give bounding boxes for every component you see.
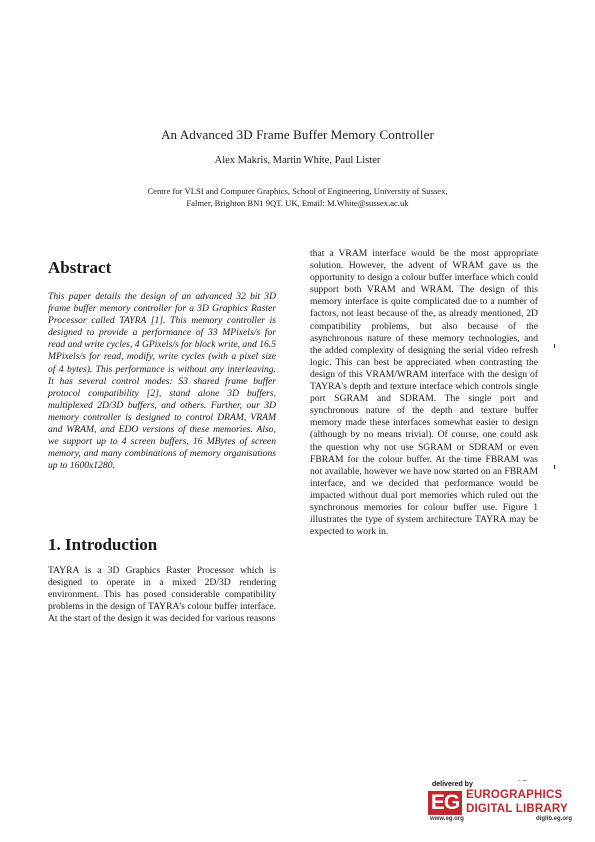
abstract-heading: Abstract xyxy=(48,258,112,277)
margin-mark xyxy=(554,344,555,348)
affiliation-line-1: Centre for VLSI and Computer Graphics, School of Engineering, University of Sussex, xyxy=(147,186,448,196)
abstract-paragraph: This paper details the design of an advanced 32 bit 3D frame buffer memory controller for a 3D Graphics Raster Processor called TAYRA [1]. This memory controller is designed to provide a performance of 33 MPixels/s for read and write cycles, 4 GPixels/s for block write, and 16.5 MPixels/s for read, modify, write cycles (with a pixel size of 4 bytes). This performance is without any interleaving. It has several control modes: S3 shared frame buffer protocol compatibility [2], stand alone 3D buffers, multiplexed 2D/3D buffers, and others. Further, our 3D memory controller is designed to control DRAM, VRAM and WRAM, and EDO versions of these memories. Also, we support up to 4 screen buffers, 16 MBytes of screen memory, and many combinations of memory organisations up to 1600x1280. xyxy=(48,291,276,472)
logo-delivered-by: delivered by xyxy=(432,781,473,788)
introduction-body-left xyxy=(48,565,276,625)
paper-title: An Advanced 3D Frame Buffer Memory Controller xyxy=(161,127,434,142)
eurographics-logo[interactable] xyxy=(428,781,576,825)
abstract-body xyxy=(48,291,276,472)
margin-mark xyxy=(554,465,555,469)
introduction-body-right xyxy=(310,248,538,538)
logo-url-left[interactable]: www.eg.org xyxy=(430,816,464,822)
logo-name-line-2: DIGITAL LIBRARY xyxy=(466,803,568,815)
paper-affiliation xyxy=(0,185,595,209)
eg-mark-icon: EG xyxy=(428,791,462,815)
introduction-paragraph-right: that a VRAM interface would be the most appropriate solution. However, the advent of WRAM gave us the opportunity to design a colour buffer interface which could support both VRAM and WRAM. The design of this memory interface is quite complicated due to a number of factors, not least because of the, as already mentioned, 2D compatibility problems, but also because of the asynchronous nature of these memory technologies, and the added complexity of designing the serial video refresh logic. This can best be appreciated when contrasting the design of this VRAM/WRAM interface with the design of TAYRA's depth and texture interface which controls single port SGRAM and SDRAM. The single port and synchronous nature of the depth and texture buffer memory made these interfaces somewhat easier to design (although by no means trivial). Of course, one could ask the question why not use SGRAM or SDRAM or even FBRAM for the colour buffer. At the time FBRAM was not available, however we have now started on an FBRAM interface, and we decided that performance would be impacted without dual port memories which ruled out the synchronous memories for colour buffer use. Figure 1 illustrates the type of system architecture TAYRA may be expected to work in. xyxy=(310,248,538,538)
logo-url-right[interactable]: diglib.eg.org xyxy=(536,816,572,822)
logo-name-line-1: EUROGRAPHICS xyxy=(466,789,563,801)
paper-authors: Alex Makris, Martin White, Paul Lister xyxy=(214,155,381,166)
affiliation-line-2: Falmer, Brighton BN1 9QT. UK, Email: M.White@sussex.ac.uk xyxy=(186,198,409,208)
introduction-heading: 1. Introduction xyxy=(48,535,158,554)
introduction-paragraph-left: TAYRA is a 3D Graphics Raster Processor which is designed to operate in a mixed 2D/3D rendering environment. This has posed considerable compatibility problems in the design of TAYRA's colour buffer interface. At the start of the design it was decided for various reasons xyxy=(48,565,276,625)
